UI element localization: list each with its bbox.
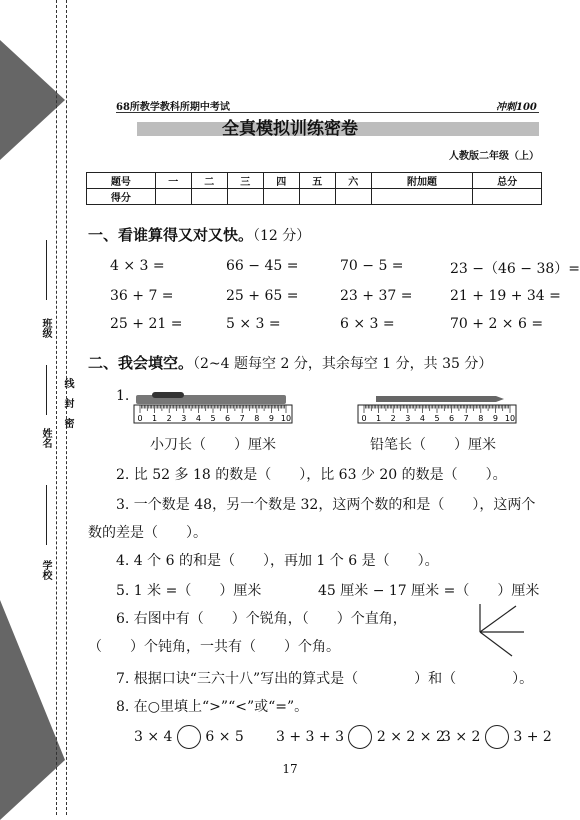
- ruler-tick-label: 3: [405, 414, 411, 423]
- score-input-cell[interactable]: [227, 189, 263, 205]
- score-input-cell[interactable]: [155, 189, 191, 205]
- brand-label: 冲刺100: [496, 102, 537, 113]
- calc-1-4: 23 −（46 − 38）=: [450, 261, 580, 277]
- question-5b: 45 厘米 − 17 厘米 =（ ）厘米: [318, 583, 540, 599]
- calc-3-2: 5 × 3 =: [226, 316, 281, 332]
- compare-item-2: [276, 725, 445, 749]
- compare-circle[interactable]: [177, 725, 201, 749]
- calc-1-2: 66 − 45 =: [226, 258, 299, 274]
- score-table: [86, 172, 542, 205]
- table-cell: 五: [299, 173, 335, 189]
- compare-right: 6 × 5: [205, 729, 244, 745]
- ruler-tick-label: 5: [210, 414, 216, 423]
- score-input-cell[interactable]: [263, 189, 299, 205]
- school-blank-line: [46, 485, 47, 545]
- compare-right: 3 + 2: [513, 729, 552, 745]
- question-6-line1: 6. 右图中有（ ）个锐角，（ ）个直角，: [116, 611, 407, 627]
- calc-3-3: 6 × 3 =: [340, 316, 395, 332]
- ruler-tick-label: 7: [239, 414, 245, 423]
- ruler-tick-label: 0: [137, 414, 143, 423]
- question-6-line2: （ ）个钝角，一共有（ ）个角。: [88, 639, 340, 655]
- header-rule: [116, 112, 539, 113]
- ruler-tick-label: 4: [195, 414, 201, 423]
- calc-3-4: 70 + 2 × 6 =: [450, 316, 544, 332]
- ruler-tick-label: 1: [376, 414, 382, 423]
- class-blank-line: [46, 240, 47, 300]
- edition-label: 人教版二年级（上）: [449, 151, 539, 162]
- school-label: 学校: [40, 560, 51, 580]
- calc-1-3: 70 − 5 =: [340, 258, 404, 274]
- ruler-tick-label: 10: [504, 414, 516, 423]
- calc-2-2: 25 + 65 =: [226, 288, 299, 304]
- ruler-tick-label: 6: [225, 414, 231, 423]
- question-3-line1: 3. 一个数是 48，另一个数是 32，这两个数的和是（ ），这两个: [116, 497, 536, 513]
- table-cell: 题号: [87, 173, 156, 189]
- name-label: 姓名: [40, 428, 51, 448]
- class-label: 班级: [40, 318, 51, 338]
- ruler-tick-label: 9: [492, 414, 498, 423]
- calc-1-1: 4 × 3 =: [110, 258, 165, 274]
- ruler-tick-label: 2: [166, 414, 172, 423]
- ruler-tick-label: 8: [478, 414, 484, 423]
- table-cell: 六: [335, 173, 371, 189]
- section-1-points: （12 分）: [253, 228, 311, 244]
- ruler-tick-label: 6: [449, 414, 455, 423]
- compare-item-1: [134, 725, 244, 749]
- q1-pencil-text: 铅笔长（ ）厘米: [370, 437, 496, 453]
- q1-knife-text: 小刀长（ ）厘米: [150, 437, 276, 453]
- score-input-cell[interactable]: [299, 189, 335, 205]
- score-input-cell[interactable]: [335, 189, 371, 205]
- q1-number: 1.: [116, 388, 130, 404]
- ruler-tick-label: 9: [268, 414, 274, 423]
- knife-slider: [152, 392, 184, 398]
- seal-char-1: 线: [62, 378, 73, 388]
- table-cell: 一: [155, 173, 191, 189]
- compare-right: 2 × 2 × 2: [376, 729, 445, 745]
- ruler-tick-label: 5: [434, 414, 440, 423]
- section-2-points: （2~4 题每空 2 分，其余每空 1 分，共 35 分）: [193, 356, 493, 372]
- table-cell: 四: [263, 173, 299, 189]
- table-cell: 三: [227, 173, 263, 189]
- ruler-tick-label: 0: [361, 414, 367, 423]
- score-input-cell[interactable]: [473, 189, 542, 205]
- exam-source: 68所教学教科所期中考试: [116, 102, 230, 113]
- calc-3-1: 25 + 21 =: [110, 316, 183, 332]
- score-input-cell[interactable]: [191, 189, 227, 205]
- ruler-tick-label: 1: [152, 414, 158, 423]
- page-title: 全真模拟训练密卷: [222, 119, 358, 139]
- ruler-tick-label: 8: [254, 414, 260, 423]
- question-4: 4. 4 个 6 的和是（ ），再加 1 个 6 是（ ）。: [116, 553, 439, 569]
- section-1-title: 一、看谁算得又对又快。: [88, 226, 254, 244]
- ruler-tick-label: 4: [419, 414, 425, 423]
- score-input-cell[interactable]: [371, 189, 472, 205]
- name-blank-line: [46, 365, 47, 415]
- question-7: 7. 根据口诀“三六十八”写出的算式是（ ）和（ ）。: [116, 671, 534, 687]
- pencil-ruler-figure: [356, 388, 522, 428]
- question-2: 2. 比 52 多 18 的数是（ ），比 63 少 20 的数是（ ）。: [116, 467, 507, 483]
- question-3-line2: 数的差是（ ）。: [88, 525, 207, 541]
- question-8: 8. 在○里填上“>”“<”或“=”。: [116, 699, 309, 715]
- section-1-heading: [88, 224, 310, 245]
- seal-char-2: 封: [62, 398, 73, 408]
- ruler-tick-label: 2: [390, 414, 396, 423]
- table-cell: 二: [191, 173, 227, 189]
- calc-2-3: 23 + 37 =: [340, 288, 413, 304]
- compare-circle[interactable]: [485, 725, 509, 749]
- pencil: [376, 396, 504, 402]
- table-cell: 总分: [473, 173, 542, 189]
- page-number: 17: [282, 762, 298, 776]
- ruler-tick-label: 3: [181, 414, 187, 423]
- table-row: [87, 189, 542, 205]
- compare-left: 3 × 4: [134, 729, 173, 745]
- compare-item-3: [442, 725, 552, 749]
- table-cell: 得分: [87, 189, 156, 205]
- ruler-tick-label: 7: [463, 414, 469, 423]
- compare-left: 3 + 3 + 3: [276, 729, 344, 745]
- table-row: [87, 173, 542, 189]
- table-cell: 附加题: [371, 173, 472, 189]
- calc-2-1: 36 + 7 =: [110, 288, 174, 304]
- compare-circle[interactable]: [348, 725, 372, 749]
- section-2-title: 二、我会填空。: [88, 354, 194, 372]
- seal-char-3: 密: [62, 418, 73, 428]
- calc-2-4: 21 + 19 + 34 =: [450, 288, 561, 304]
- section-2-heading: [88, 352, 492, 373]
- angle-figure: [472, 600, 532, 660]
- ruler-tick-label: 10: [280, 414, 292, 423]
- knife-ruler-figure: [132, 388, 298, 428]
- question-5a: 5. 1 米 =（ ）厘米: [116, 583, 262, 599]
- compare-left: 3 × 2: [442, 729, 481, 745]
